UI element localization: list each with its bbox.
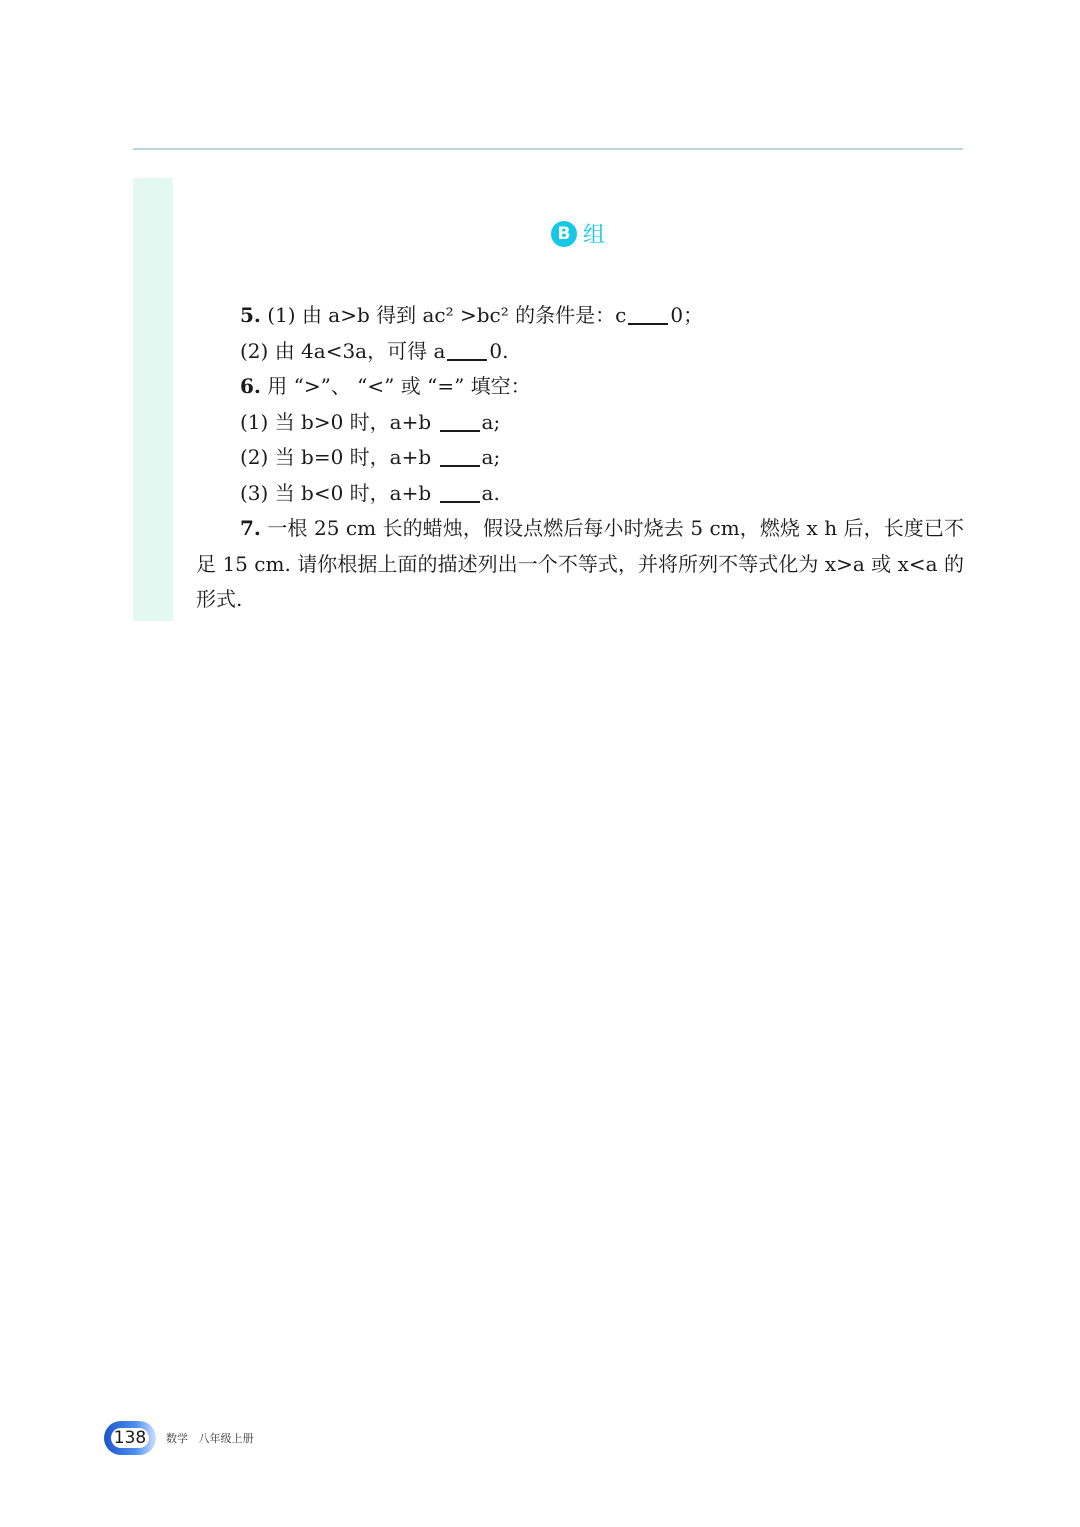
exercise-5-part-1: [196, 298, 964, 334]
exercise-text: a;: [481, 445, 501, 469]
page-number: 138: [111, 1428, 149, 1448]
exercise-text: 用 “>”、 “<” 或 “=” 填空：: [267, 374, 531, 398]
answer-blank[interactable]: [447, 339, 487, 361]
exercise-number: 6.: [240, 374, 261, 398]
exercise-6-part-3: [196, 476, 964, 512]
group-label: 组: [582, 223, 605, 248]
page-number-badge: [104, 1421, 156, 1455]
exercise-text: 一根 25 cm 长的蜡烛，假设点燃后每小时烧去 5 cm，燃烧 x h 后，长度已不足 15 cm. 请你根据上面的描述列出一个不等式，并将所列不等式化为 x>a 或 x<a 的形式.: [196, 516, 964, 611]
exercise-text: (1) 由 a>b 得到 ac² >bc² 的条件是：c: [267, 303, 627, 327]
answer-blank[interactable]: [440, 410, 480, 432]
answer-blank[interactable]: [440, 445, 480, 467]
group-heading: [0, 218, 1080, 249]
answer-blank[interactable]: [628, 303, 668, 325]
exercise-text: a;: [481, 409, 501, 434]
top-rule: [133, 148, 963, 150]
exercise-text: a.: [481, 480, 500, 505]
group-badge: B: [551, 221, 577, 247]
exercise-text: (1) 当 b>0 时，a+b: [240, 409, 438, 434]
exercise-6-part-2: [196, 440, 964, 476]
exercise-6-prompt: [196, 369, 964, 405]
exercise-number: 5.: [240, 303, 261, 327]
exercise-text: (2) 当 b=0 时，a+b: [240, 445, 438, 469]
answer-blank[interactable]: [440, 481, 480, 503]
exercise-number: 7.: [240, 516, 261, 540]
exercise-6-part-1: [196, 405, 964, 441]
exercise-content: [196, 298, 964, 618]
exercise-7: [196, 511, 964, 618]
page-footer: [104, 1420, 254, 1456]
exercise-text: 0.: [489, 338, 509, 363]
book-title: 数学 八年级上册: [166, 1432, 254, 1445]
exercise-text: (3) 当 b<0 时，a+b: [240, 480, 438, 505]
exercise-5-part-2: [196, 334, 964, 370]
exercise-text: 0；: [670, 303, 704, 327]
exercise-text: (2) 由 4a<3a，可得 a: [240, 338, 446, 363]
